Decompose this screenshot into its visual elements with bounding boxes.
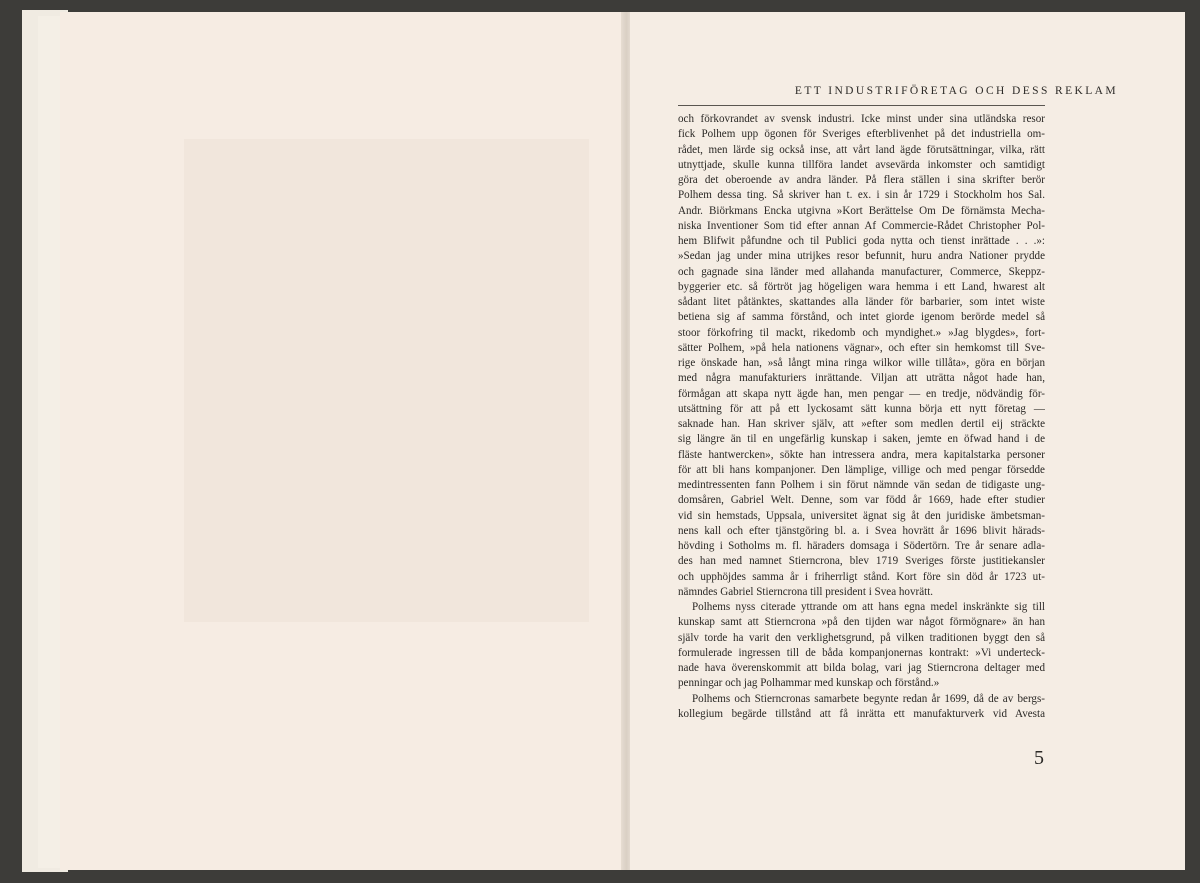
text-line: hövding i Sotholms m. fl. häraders domsaga i Södertörn. Tre år senare adla- — [678, 540, 1045, 552]
text-line: medintressenten fann Polhem i sin förut nämnde vän sedan de tidigaste ung- — [678, 479, 1045, 491]
text-line: penningar och jag Polhammar med kunskap och förstånd.» — [678, 677, 940, 690]
text-line: göra det oberoende av andra länder. På flera ställen i sina skrifter berör — [678, 174, 1045, 186]
text-line: sådant litet påtänktes, skattandes alla länder för barbarier, som intet wiste — [678, 296, 1045, 308]
text-line: rige önskade han, »så långt mina ringa wilkor wille tillåta», göra en början — [678, 357, 1045, 369]
text-line: och förkovrandet av svensk industri. Icke minst under sina utländska resor — [678, 113, 1045, 125]
text-line: kunskap samt att Stierncrona »på den tijden war något förmögnare» än han — [678, 616, 1045, 629]
text-line: Polhem dessa ting. Så skriver han t. ex. i sin år 1729 i Stockholm hos Sal. — [678, 189, 1045, 202]
text-line: med några manufakturiers inrättande. Viljan att uträtta något hade han, — [678, 372, 1045, 385]
header-rule — [678, 105, 1045, 106]
text-line: des han med namnet Stierncrona, blev 1719 Sveriges förste justitiekansler — [678, 555, 1045, 568]
text-line: byggerier etc. så förtröt jag högeligen wara hemma i ett Land, hwarest alt — [678, 280, 1045, 293]
text-line: »Sedan jag under mina utrijkes resor befunnit, huru andra Nationer prydde — [678, 250, 1045, 263]
text-line: nämndes Gabriel Stierncrona till president i Svea hovrätt. — [678, 585, 934, 598]
text-line: och gagnade sina länder med allahanda manufacturer, Commerce, Skeppz- — [678, 265, 1045, 278]
text-line: betiena sig af samma förstånd, och intet giorde igenom berörde medel så — [678, 311, 1045, 324]
text-line: niska Inventioner Som tid efter annan Af Commercie-Rådet Christopher Pol- — [678, 219, 1045, 232]
text-line: fick Polhem upp ögonen för Sveriges efterblivenhet på det industriella om- — [678, 128, 1045, 141]
text-line: sätter Polhem, »på hela nationens vägnar», och efter sin hemkomst till Sve- — [678, 341, 1045, 354]
text-line: nens kall och efter tjänstgöring bl. a. i Svea hovrätt år 1696 blivit härads- — [678, 524, 1045, 537]
body-text — [678, 112, 1045, 722]
text-line: Polhems och Stierncronas samarbete begynte redan år 1699, då de av bergs- — [692, 692, 1045, 705]
text-line: kollegium begärde tillstånd att få inrätta ett manufakturverk vid Avesta — [678, 707, 1045, 720]
text-line: vid sin hemstads, Uppsala, universitet ägnat sig åt den juridiske ämbetsman- — [678, 509, 1045, 522]
text-line: hem Blifwit påfundne och til Publici goda nytta och tienst inrättade . . .»: — [678, 235, 1045, 247]
text-line: och upphöjdes samma år i friherrligt stånd. Kort före sin död år 1723 ut- — [678, 570, 1045, 583]
page-number: 5 — [1034, 747, 1044, 769]
text-line: nade hava överenskommit att bilda bolag, vari jag Stierncrona deltager med — [678, 662, 1045, 674]
left-blank-page — [60, 12, 627, 870]
show-through-image-area — [184, 139, 589, 622]
text-line: Polhems nyss citerade yttrande om att hans egna medel inskränkte sig till — [692, 601, 1045, 613]
text-line: själv torde ha varit den verklighetsgrund, på vilken traditionen byggt den så — [678, 631, 1045, 644]
text-line: formulerade ingressen till de båda kompanjonernas kontrakt: »Vi underteck- — [678, 646, 1045, 659]
right-text-page — [630, 12, 1185, 870]
text-line: sig längre än til en ungefärlig kunskap i saken, jemte en öfwad hand i de — [678, 433, 1045, 446]
text-line: förmågan att skapa nytt ägde han, men pengar — en tredje, nödvändig för- — [678, 387, 1045, 400]
text-line: stoor förkofring til mackt, rikedomb och myndighet.» »Jag blygdes», fort- — [678, 326, 1045, 339]
running-head: ETT INDUSTRIFÖRETAG OCH DESS REKLAM — [794, 85, 1118, 97]
text-line: domsåren, Gabriel Welt. Denne, som var född år 1669, hade efter studier — [678, 494, 1045, 507]
text-line: saknade han. Han skriver själv, att »efter som medlen dertil eij sträckte — [678, 418, 1045, 430]
text-line: rådet, men lärde sig också inse, att vårt land ägde förutsättningar, vilka, rätt — [678, 143, 1045, 156]
text-line: utsättning för att på ett lyckosamt sätt kunna börja ett nytt företag — — [678, 402, 1045, 415]
text-line: utnyttjade, skulle kunna tillföra landet avsevärda inkomster och samtidigt — [678, 158, 1045, 171]
text-line: för att bli hans kompanjoner. Den lämplige, villige och med pengar försedde — [678, 463, 1045, 476]
text-line: fläste hantwercken», sökte han intressera andra, mera kapitalstarka personer — [678, 448, 1045, 461]
text-line: Andr. Biörkmans Encka utgivna »Kort Berättelse Om De förnämsta Mecha- — [678, 204, 1045, 217]
